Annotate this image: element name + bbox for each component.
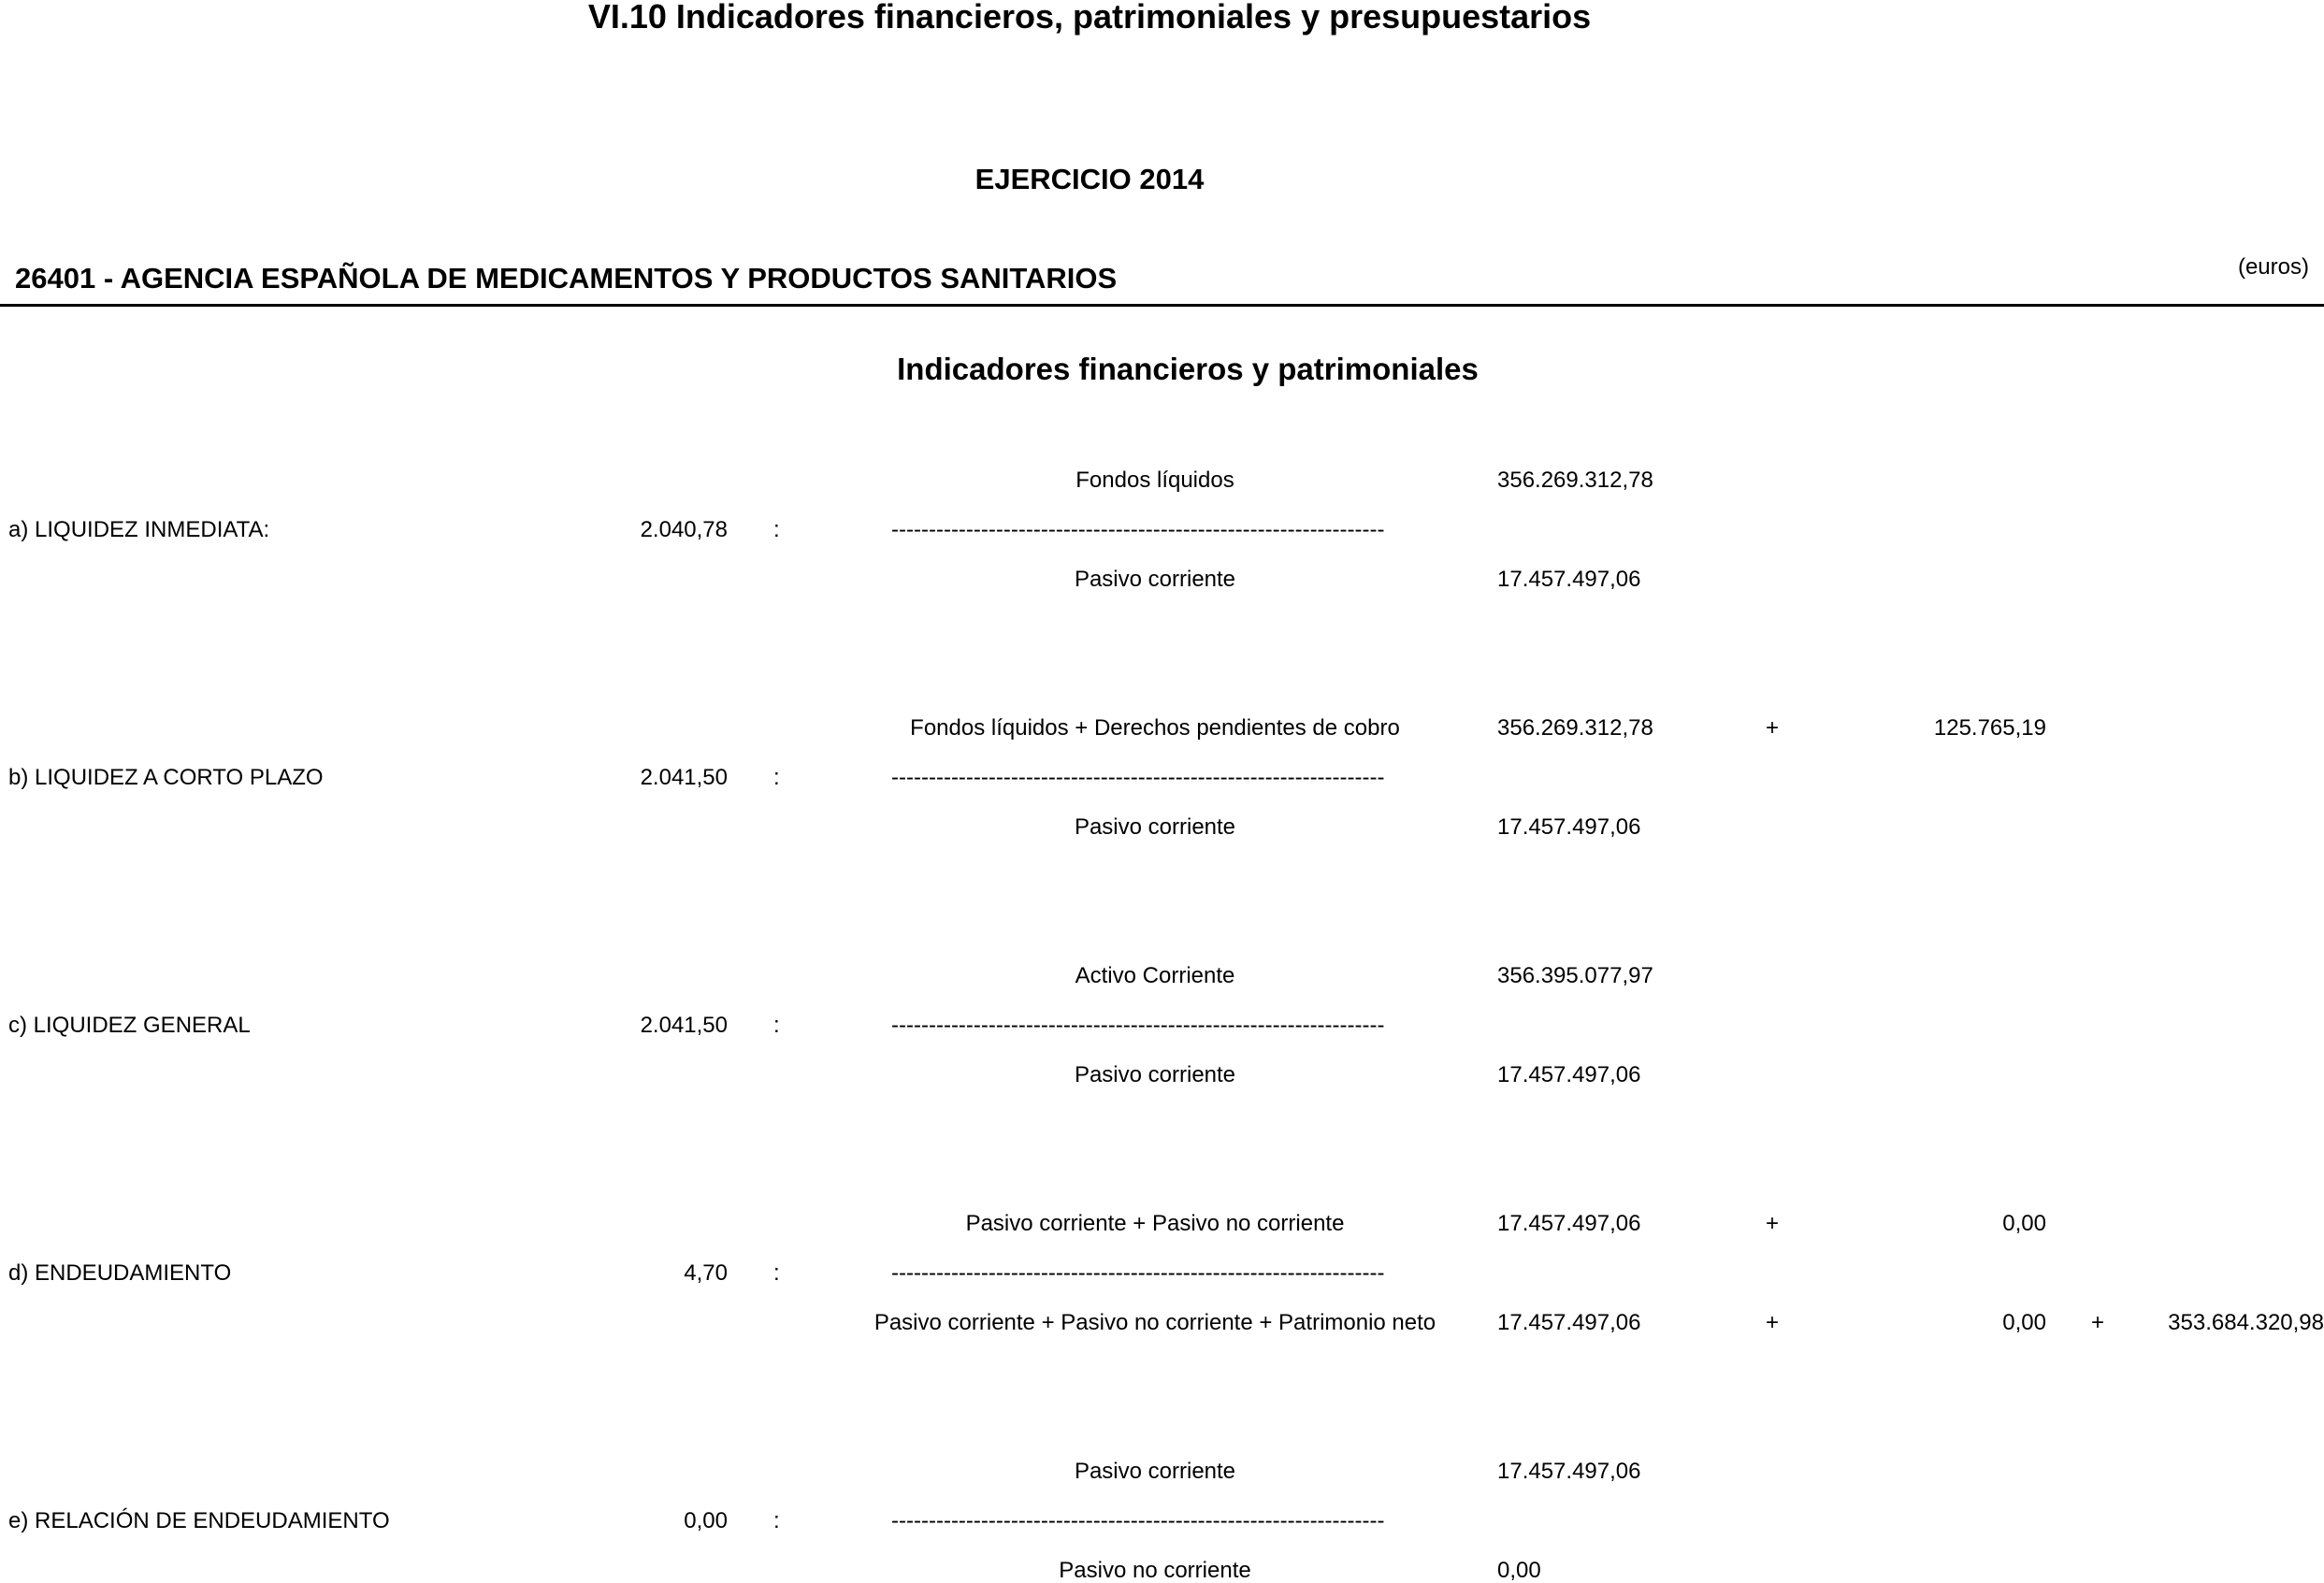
- fraction-divider: ------------------------------------------------------------------: [891, 1013, 1385, 1038]
- denominator-value: 17.457.497,06: [1497, 567, 1641, 592]
- colon-separator: :: [773, 765, 780, 790]
- colon-separator: :: [773, 1013, 780, 1038]
- denominator-value-1: 17.457.497,06: [1497, 1310, 1641, 1335]
- indicator-label: d) ENDEUDAMIENTO: [8, 1260, 232, 1286]
- numerator-expression: Pasivo corriente: [1074, 1459, 1236, 1484]
- indicator-value: 2.041,50: [640, 765, 728, 790]
- numerator-expression: Pasivo corriente + Pasivo no corriente: [965, 1211, 1345, 1236]
- numerator-value: 356.395.077,97: [1497, 963, 1653, 988]
- numerator-value-2: 0,00: [2002, 1211, 2046, 1236]
- denominator-expression: Pasivo corriente: [1074, 1062, 1236, 1087]
- denominator-expression: Pasivo corriente + Pasivo no corriente + Patrimonio neto: [873, 1310, 1436, 1335]
- numerator-expression: Fondos líquidos + Derechos pendientes de cobro: [910, 715, 1400, 741]
- denominator-expression: Pasivo corriente: [1074, 567, 1236, 592]
- denominator-value: 17.457.497,06: [1497, 814, 1641, 840]
- entity-name: 26401 - AGENCIA ESPAÑOLA DE MEDICAMENTOS Y PRODUCTOS SANITARIOS: [15, 262, 1118, 295]
- indicator-label: a) LIQUIDEZ INMEDIATA:: [8, 517, 270, 542]
- indicator-label: e) RELACIÓN DE ENDEUDAMIENTO: [8, 1508, 390, 1533]
- header-rule: [0, 304, 2324, 307]
- indicator-value: 0,00: [684, 1508, 728, 1533]
- colon-separator: :: [773, 517, 780, 542]
- numerator-expression: Fondos líquidos: [1075, 468, 1234, 493]
- units-label: (euros): [2237, 254, 2309, 280]
- numerator-value: 356.269.312,78: [1497, 468, 1653, 493]
- plus-operator: +: [1766, 1211, 1780, 1236]
- numerator-value-1: 17.457.497,06: [1497, 1211, 1641, 1236]
- section-title: Indicadores financieros y patrimoniales: [897, 352, 1479, 386]
- denominator-value: 17.457.497,06: [1497, 1062, 1641, 1087]
- exercise-year: EJERCICIO 2014: [974, 163, 1205, 195]
- indicator-label: c) LIQUIDEZ GENERAL: [8, 1013, 251, 1038]
- colon-separator: :: [773, 1508, 780, 1533]
- indicator-label: b) LIQUIDEZ A CORTO PLAZO: [8, 765, 324, 790]
- fraction-divider: ------------------------------------------------------------------: [891, 765, 1385, 790]
- plus-operator: +: [1766, 715, 1780, 741]
- numerator-expression: Activo Corriente: [1075, 963, 1235, 988]
- colon-separator: :: [773, 1260, 780, 1286]
- numerator-value-2: 125.765,19: [1933, 715, 2046, 741]
- denominator-value: 0,00: [1497, 1558, 1541, 1583]
- denominator-expression: Pasivo no corriente: [1059, 1558, 1251, 1583]
- denominator-value-3: 353.684.320,98: [2168, 1310, 2324, 1335]
- page-title: VI.10 Indicadores financieros, patrimoniales y presupuestarios: [587, 0, 1592, 36]
- indicator-value: 2.041,50: [640, 1013, 728, 1038]
- denominator-value-2: 0,00: [2002, 1310, 2046, 1335]
- plus-operator: +: [1766, 1310, 1780, 1335]
- denominator-expression: Pasivo corriente: [1074, 814, 1236, 840]
- numerator-value: 17.457.497,06: [1497, 1459, 1641, 1484]
- fraction-divider: ------------------------------------------------------------------: [891, 1508, 1385, 1533]
- fraction-divider: ------------------------------------------------------------------: [891, 517, 1385, 542]
- fraction-divider: ------------------------------------------------------------------: [891, 1260, 1385, 1286]
- indicator-value: 2.040,78: [640, 517, 728, 542]
- plus-operator: +: [2091, 1310, 2105, 1335]
- numerator-value-1: 356.269.312,78: [1497, 715, 1653, 741]
- indicator-value: 4,70: [684, 1260, 728, 1286]
